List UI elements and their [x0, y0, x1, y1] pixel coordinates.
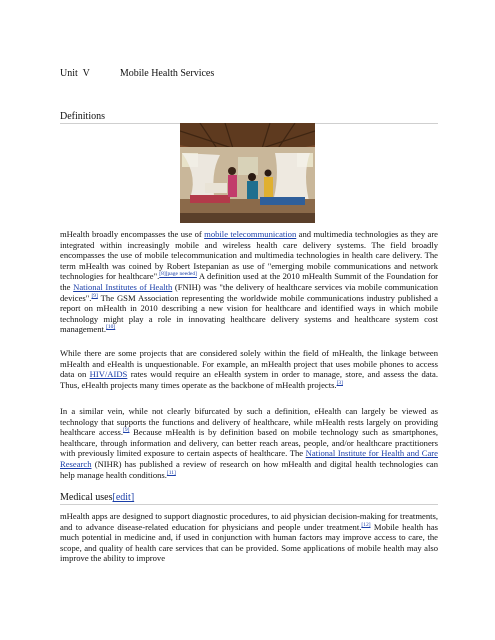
- medical-uses-heading: [60, 492, 134, 503]
- link-mobile-telecommunication[interactable]: mobile telecommunication: [204, 229, 297, 239]
- para3-text-3: (NIHR) has published a review of research on how mHealth and digital health technologies can help manage health conditions.: [60, 458, 438, 480]
- ref-9[interactable]: [9]: [91, 292, 98, 299]
- ward-photo-illustration: [180, 123, 315, 223]
- link-hiv-aids[interactable]: HIV/AIDS: [89, 369, 128, 380]
- ref-11[interactable]: [11]: [166, 469, 176, 476]
- para1-text-3: A definition used at the 2010 mHealth Summit of the Foundation for the: [60, 271, 438, 292]
- definitions-heading: Definitions: [60, 111, 105, 122]
- medical-uses-title: Medical uses: [60, 492, 113, 503]
- paragraph-medical-uses: [60, 511, 438, 564]
- paragraph-healthcare-access: [60, 406, 438, 480]
- link-national-institutes-of-health[interactable]: National Institutes of Health: [73, 281, 173, 292]
- edit-link[interactable]: [edit]: [112, 492, 135, 503]
- link-nihr[interactable]: National Institute for Health and Care Research: [60, 448, 438, 469]
- para4-text-1: mHealth apps are designed to support diagnostic procedures, to aid physician decision-making for treatments, and to advance disease-related education for physicians and people under treatment.: [60, 511, 438, 532]
- para4-text-2: Mobile health has much potential in medicine and, if used in conjunction with human factors may improve access to care, the scope, and quality of health care services that can be provided. Some applications of mobile health may also improve the ability to improve: [60, 521, 438, 564]
- unit-heading: [60, 68, 214, 79]
- ref-8-page-needed[interactable]: [8][page needed]: [159, 271, 197, 278]
- unit-title: Mobile Health Services: [119, 68, 215, 79]
- para1-text-4: (FNIH) was "the delivery of healthcare services via mobile communication devices".: [60, 281, 438, 303]
- ref-9-b[interactable]: [9]: [123, 427, 130, 434]
- para1-text-2: and multimedia technologies as they are integrated within increasingly mobile and wireless health care delivery systems. The field broadly encompasses the use of mobile telecommunication and multimedia technologies in health care delivery. The term mHealth was coined by Robert Istepanian as use of "emerging mobile communications and network technologies for healthcare".: [60, 229, 438, 282]
- ref-10[interactable]: [10]: [106, 324, 116, 331]
- ref-12[interactable]: [12]: [361, 521, 371, 528]
- para1-text-1: mHealth broadly encompasses the use of: [60, 229, 205, 239]
- unit-label: Unit V: [60, 68, 90, 79]
- paragraph-definition: [60, 229, 438, 335]
- para2-text-1: While there are some projects that are considered solely within the field of mHealth, the linkage between mHealth and eHealth is unquestionable. For example, an mHealth project that uses mobile phones to access data on: [60, 348, 438, 380]
- para2-text-2: rates would require an eHealth system in order to manage, store, and assess the data. Thus, eHealth projects many times operate as the backbone of mHealth projects.: [60, 369, 438, 390]
- ref-3[interactable]: [3]: [336, 379, 343, 386]
- paragraph-mhealth-ehealth: [60, 348, 438, 390]
- ward-photo: [180, 123, 315, 223]
- para1-text-5: The GSM Association representing the worldwide mobile communications industry published a report on mHealth in 2010 describing a new vision for healthcare and identified ways in which mobile technology might play a role in innovating healthcare delivery systems and healthcare system cost management.: [60, 292, 438, 335]
- para3-text-1: In a similar vein, while not clearly bifurcated by such a definition, eHealth can largely be viewed as technology that supports the functions and delivery of healthcare, while mHealth rests largely on providing healthcare access.: [60, 406, 438, 438]
- medical-uses-rule: [60, 504, 438, 505]
- para3-text-2: Because mHealth is by definition based on mobile technology such as smartphones, healthcare, through information and delivery, can better reach areas, people, and/or healthcare practitioners with previously limited exposure to certain aspects of healthcare. The: [60, 427, 438, 459]
